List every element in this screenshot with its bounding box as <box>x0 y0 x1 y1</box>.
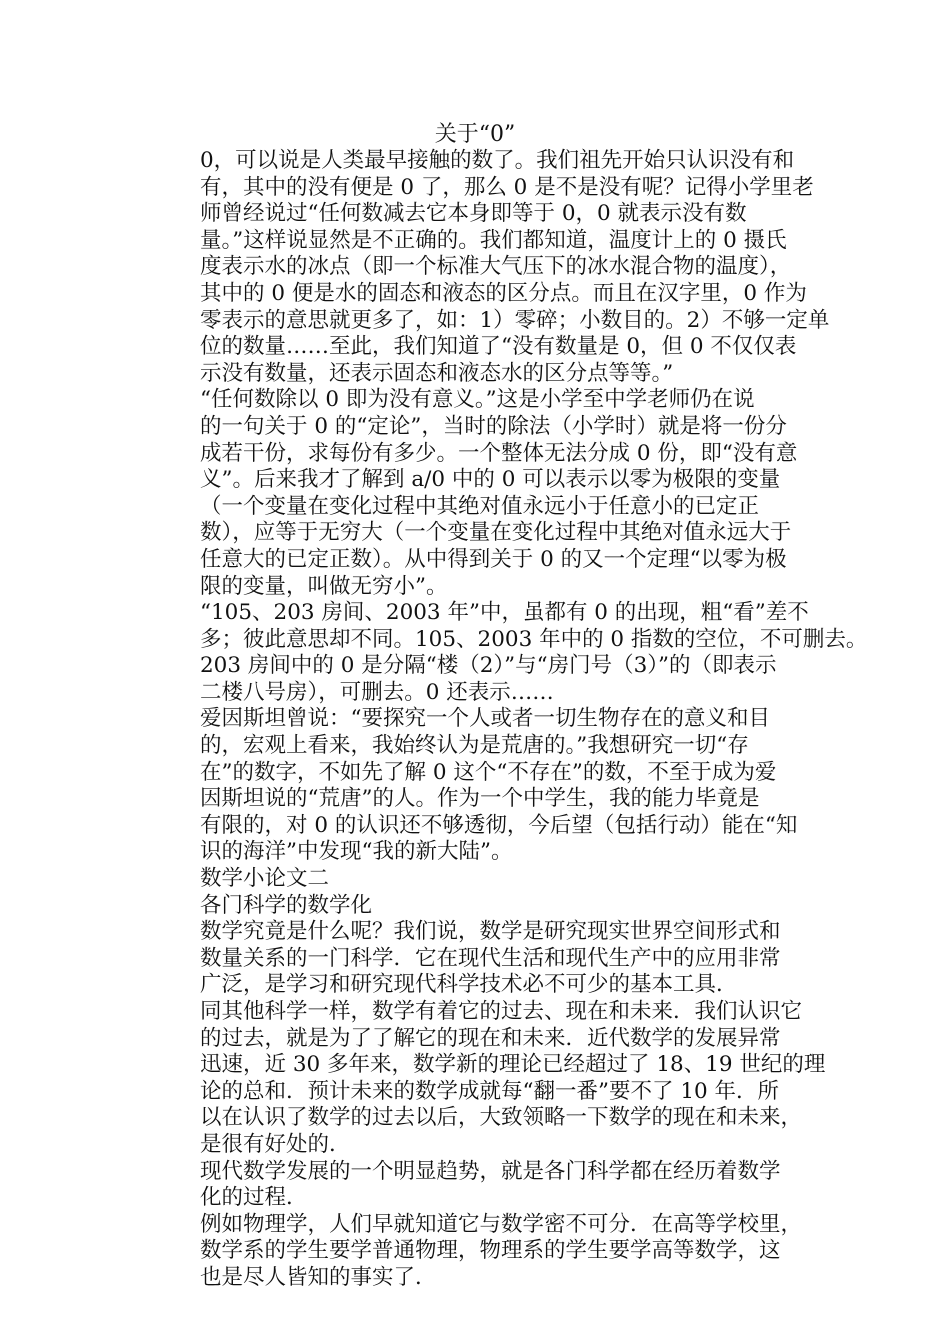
document-body <box>200 148 868 1292</box>
text-line: 任意大的已定正数）。从中得到关于 0 的又一个定理“以零为极 <box>200 546 787 572</box>
text-line: 限的变量，叫做无穷小”。 <box>200 573 448 599</box>
text-line: （一个变量在变化过程中其绝对值永远小于任意小的已定正 <box>200 493 760 519</box>
text-line: 化的过程． <box>200 1185 308 1211</box>
text-line: 数量关系的一门科学．它在现代生活和现代生产中的应用非常 <box>200 945 781 971</box>
text-line: 论的总和．预计未来的数学成就每“翻一番”要不了 10 年．所 <box>200 1078 780 1104</box>
document-title: 关于“0” <box>434 122 516 147</box>
text-line: 数学究竟是什么呢？我们说，数学是研究现实世界空间形式和 <box>200 919 781 945</box>
text-line: 的，宏观上看来，我始终认为是荒唐的。”我想研究一切“存 <box>200 733 749 759</box>
text-line: 多；彼此意思却不同。105、2003 年中的 0 指数的空位，不可删去。 <box>200 626 868 652</box>
text-line: 各门科学的数学化 <box>200 892 373 918</box>
text-line: 迅速，近 30 多年来，数学新的理论已经超过了 18、19 世纪的理 <box>200 1052 826 1078</box>
text-line: 有，其中的没有便是 0 了，那么 0 是不是没有呢？记得小学里老 <box>200 174 814 200</box>
text-line: 师曾经说过“任何数减去它本身即等于 0，0 就表示没有数 <box>200 201 747 227</box>
text-line: 的过去，就是为了了解它的现在和未来．近代数学的发展异常 <box>200 1025 781 1051</box>
text-line: “105、203 房间、2003 年”中，虽都有 0 的出现，粗“看”差不 <box>200 600 809 626</box>
text-line: 同其他科学一样，数学有着它的过去、现在和未来．我们认识它 <box>200 999 803 1024</box>
text-line: 数学系的学生要学普通物理，物理系的学生要学高等数学，这 <box>200 1238 781 1264</box>
text-line: 在”的数字，不如先了解 0 这个“不存在”的数，不至于成为爱 <box>200 759 777 785</box>
text-line: 的一句关于 0 的“定论”，当时的除法（小学时）就是将一份分 <box>200 413 787 439</box>
text-line: 其中的 0 便是水的固态和液态的区分点。而且在汉字里，0 作为 <box>200 280 807 306</box>
text-line: “任何数除以 0 即为没有意义。”这是小学至中学老师仍在说 <box>200 387 755 413</box>
text-line: 数学小论文二 <box>200 866 330 892</box>
text-line: 以在认识了数学的过去以后，大致领略一下数学的现在和未来， <box>200 1105 803 1131</box>
text-line: 位的数量……至此，我们知道了“没有数量是 0，但 0 不仅仅表 <box>200 334 797 360</box>
text-line: 爱因斯坦曾说：“要探究一个人或者一切生物存在的意义和目 <box>200 706 770 732</box>
text-line: 有限的，对 0 的认识还不够透彻，今后望（包括行动）能在“知 <box>200 812 798 838</box>
text-line: 广泛，是学习和研究现代科学技术必不可少的基本工具． <box>200 972 738 998</box>
text-line: 零表示的意思就更多了，如：1）零碎；小数目的。2）不够一定单 <box>200 307 830 333</box>
text-line: 度表示水的冰点（即一个标准大气压下的冰水混合物的温度）， <box>200 254 792 280</box>
text-line: 义”。后来我才了解到 a/0 中的 0 可以表示以零为极限的变量 <box>200 467 781 493</box>
text-line: 也是尽人皆知的事实了． <box>200 1264 437 1290</box>
text-line: 0，可以说是人类最早接触的数了。我们祖先开始只认识没有和 <box>200 148 795 173</box>
text-line: 现代数学发展的一个明显趋势，就是各门科学都在经历着数学 <box>200 1158 781 1184</box>
text-line: 量。”这样说显然是不正确的。我们都知道，温度计上的 0 摄氏 <box>200 227 787 253</box>
text-line: 203 房间中的 0 是分隔“楼（2）”与“房门号（3）”的（即表示 <box>200 653 777 679</box>
text-line: 例如物理学，人们早就知道它与数学密不可分．在高等学校里， <box>200 1211 803 1237</box>
text-line: 是很有好处的． <box>200 1131 351 1157</box>
text-line: 二楼八号房），可删去。0 还表示…… <box>200 679 554 705</box>
text-line: 成若干份，求每份有多少。一个整体无法分成 0 份，即“没有意 <box>200 440 798 466</box>
text-line: 因斯坦说的“荒唐”的人。作为一个中学生，我的能力毕竟是 <box>200 786 760 812</box>
text-line: 识的海洋”中发现“我的新大陆”。 <box>200 839 513 865</box>
text-line: 数），应等于无穷大（一个变量在变化过程中其绝对值永远大于 <box>200 520 792 546</box>
text-line: 示没有数量，还表示固态和液态水的区分点等等。” <box>200 360 674 386</box>
